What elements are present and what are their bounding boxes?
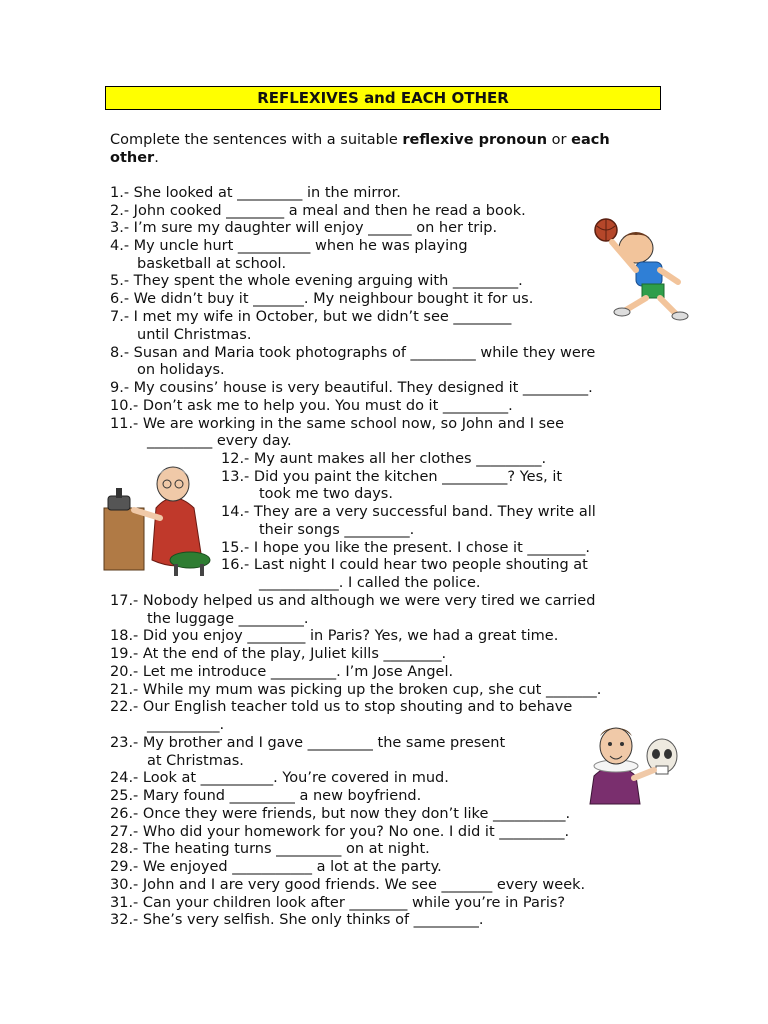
exercise-line: 28.- The heating turns _________ on at night. <box>110 841 430 857</box>
exercise-line: 21.- While my mum was picking up the broken cup, she cut _______. <box>110 682 602 698</box>
exercise-line: 32.- She’s very selfish. She only thinks of _________. <box>110 912 484 928</box>
instructions <box>110 131 670 167</box>
exercise-line: 11.- We are working in the same school now, so John and I see <box>110 416 565 432</box>
exercise-line: 10.- Don’t ask me to help you. You must do it _________. <box>110 398 513 414</box>
exercise-line: 17.- Nobody helped us and although we were very tired we carried <box>110 593 596 609</box>
instructions-bold-2: each <box>571 132 610 148</box>
exercise-line: 24.- Look at __________. You’re covered in mud. <box>110 770 449 786</box>
grandmother-sewing-illustration <box>98 448 213 578</box>
instructions-bold-3: other <box>110 150 155 166</box>
exercise-line: until Christmas. <box>137 327 252 343</box>
exercise-line: 8.- Susan and Maria took photographs of _________ while they were <box>110 345 596 361</box>
exercise-line: 1.- She looked at _________ in the mirror. <box>110 185 401 201</box>
exercise-line: took me two days. <box>259 486 393 502</box>
exercise-line: 4.- My uncle hurt __________ when he was playing <box>110 238 468 254</box>
exercise-line: 7.- I met my wife in October, but we didn’t see ________ <box>110 309 512 325</box>
exercise-line: 3.- I’m sure my daughter will enjoy ______ on her trip. <box>110 220 498 236</box>
instructions-text-2: or <box>547 132 572 148</box>
shakespeare-skull-illustration <box>584 716 690 806</box>
exercise-line: __________. <box>147 717 225 733</box>
exercise-line: 22.- Our English teacher told us to stop shouting and to behave <box>110 699 573 715</box>
exercise-line: 6.- We didn’t buy it _______. My neighbour bought it for us. <box>110 291 534 307</box>
instructions-bold-1: reflexive pronoun <box>402 132 548 148</box>
exercise-line: 2.- John cooked ________ a meal and then he read a book. <box>110 203 526 219</box>
exercise-line: 27.- Who did your homework for you? No one. I did it _________. <box>110 824 570 840</box>
instructions-text-1: Complete the sentences with a suitable <box>110 132 403 148</box>
exercise-line: 30.- John and I are very good friends. We see _______ every week. <box>110 877 586 893</box>
exercise-line: 16.- Last night I could hear two people shouting at <box>221 557 588 573</box>
exercise-line: _________ every day. <box>147 433 292 449</box>
exercise-line: 31.- Can your children look after ________ while you’re in Paris? <box>110 895 566 911</box>
exercise-line: ___________. I called the police. <box>259 575 481 591</box>
worksheet-title: REFLEXIVES and EACH OTHER <box>105 86 661 110</box>
exercise-line: 9.- My cousins’ house is very beautiful. They designed it _________. <box>110 380 593 396</box>
exercise-line: 23.- My brother and I gave _________ the same present <box>110 735 506 751</box>
exercise-line: 5.- They spent the whole evening arguing with _________. <box>110 273 523 289</box>
exercise-line: 25.- Mary found _________ a new boyfriend. <box>110 788 422 804</box>
exercise-line: 18.- Did you enjoy ________ in Paris? Yes, we had a great time. <box>110 628 559 644</box>
exercise-line: 12.- My aunt makes all her clothes _________. <box>221 451 547 467</box>
exercise-line: 26.- Once they were friends, but now they don’t like __________. <box>110 806 571 822</box>
exercise-line: basketball at school. <box>137 256 287 272</box>
exercise-line: their songs _________. <box>259 522 415 538</box>
exercise-line: 19.- At the end of the play, Juliet kills ________. <box>110 646 447 662</box>
exercise-line: 29.- We enjoyed ___________ a lot at the party. <box>110 859 442 875</box>
exercise-line: 15.- I hope you like the present. I chose it ________. <box>221 540 590 556</box>
exercise-line: the luggage _________. <box>147 611 309 627</box>
exercise-line: 14.- They are a very successful band. They write all <box>221 504 596 520</box>
exercise-line: at Christmas. <box>147 753 244 769</box>
basketball-player-illustration <box>592 212 702 327</box>
instructions-text-3: . <box>154 150 159 166</box>
exercise-line: on holidays. <box>137 362 225 378</box>
exercise-line: 13.- Did you paint the kitchen _________? Yes, it <box>221 469 563 485</box>
exercise-line: 20.- Let me introduce _________. I’m Jose Angel. <box>110 664 454 680</box>
